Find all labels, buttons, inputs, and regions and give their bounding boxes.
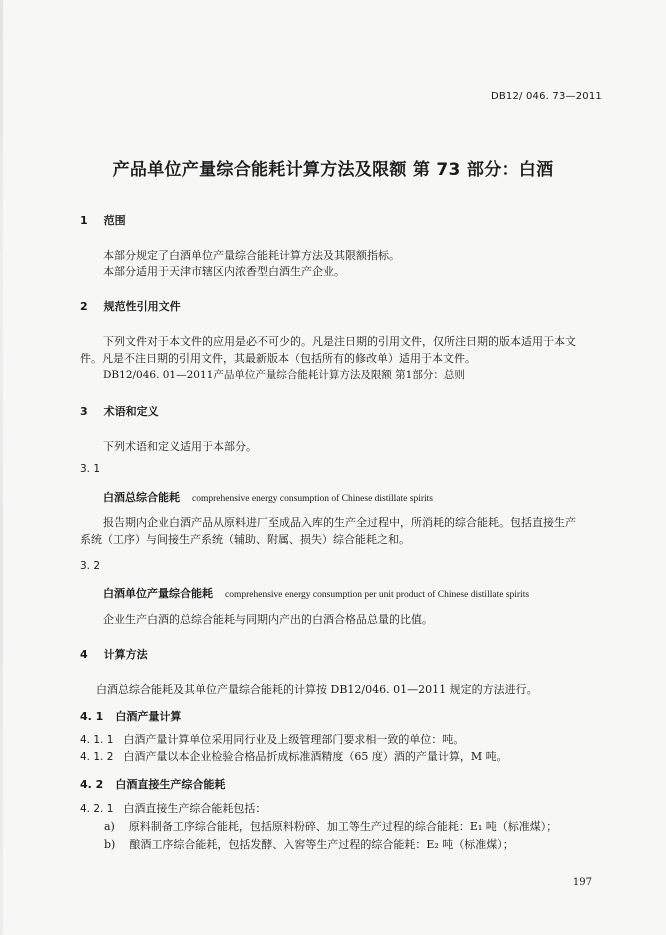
- list-text: 原料制备工序综合能耗，包括原料粉碎、加工等生产过程的综合能耗：E₁ 吨（标准煤）；: [128, 820, 558, 833]
- section-title: 范围: [103, 214, 126, 227]
- section-2-heading: [80, 298, 181, 314]
- reference-item: DB12/046. 01—2011产品单位产量综合能耗计算方法及限额 第1部分：总则: [103, 369, 465, 381]
- list-label: b): [104, 838, 116, 851]
- clause-item: [80, 800, 266, 816]
- section-number: 2: [80, 300, 88, 313]
- page-number: 197: [572, 877, 592, 888]
- list-label: a): [104, 820, 115, 833]
- clause-text: 白酒直接生产综合能耗包括：: [123, 802, 267, 815]
- term-english: comprehensive energy consumption of Chinese distillate spirits: [192, 494, 433, 504]
- section-number: 3: [80, 405, 88, 418]
- clause-number: 4. 2. 1: [80, 803, 114, 815]
- standard-code: DB12/ 046. 73—2011: [490, 91, 602, 102]
- clause-item: [80, 748, 508, 764]
- definition: 企业生产白酒的总综合能耗与同期内产出的白酒合格品总量的比值。: [103, 613, 433, 626]
- clause-text: 白酒产量计算单位采用同行业及上级管理部门要求相一致的单位：吨。: [123, 733, 465, 746]
- subsection-4-1-heading: [80, 708, 181, 724]
- section-1-heading: [80, 212, 126, 228]
- clause-item: [80, 731, 464, 747]
- section-title: 白酒直接生产综合能耗: [115, 778, 226, 791]
- section-number: 4. 1: [80, 710, 104, 723]
- clause-text: 白酒产量以本企业检验合格品折成标准酒精度（65 度）酒的产量计算，M 吨。: [123, 750, 508, 763]
- definition: 报告期内企业白酒产品从原料进厂至成品入库的生产全过程中，所消耗的综合能耗。包括直接生产: [103, 516, 576, 529]
- list-text: 酿酒工序综合能耗，包括发酵、入窖等生产过程的综合能耗：E₂ 吨（标准煤）；: [129, 838, 514, 851]
- section-number: 4: [80, 648, 88, 661]
- section-number: 4. 2: [80, 778, 104, 791]
- section-3-heading: [80, 403, 159, 419]
- paragraph: 白酒总综合能耗及其单位产量综合能耗的计算按 DB12/046. 01—2011 规定的方法进行。: [96, 683, 538, 696]
- paragraph: 下列文件对于本文件的应用是必不可少的。凡是注日期的引用文件，仅所注日期的版本适用于本文: [103, 335, 576, 348]
- term-number: 3. 1: [80, 463, 101, 475]
- term-chinese: 白酒单位产量综合能耗: [103, 587, 213, 600]
- list-item: [104, 836, 514, 852]
- term-chinese: 白酒总综合能耗: [103, 491, 180, 504]
- section-title: 规范性引用文件: [103, 300, 181, 313]
- subsection-4-2-heading: [80, 776, 225, 792]
- clause-number: 4. 1. 2: [80, 751, 114, 763]
- page-title: 产品单位产量综合能耗计算方法及限额 第 73 部分：白酒: [112, 160, 554, 180]
- term-number: 3. 2: [80, 560, 101, 572]
- paragraph: 件。凡是不注日期的引用文件，其最新版本（包括所有的修改单）适用于本文件。: [80, 352, 476, 365]
- term-entry: [103, 585, 529, 601]
- definition: 系统（工序）与间接生产系统（辅助、附属、损失）综合能耗之和。: [80, 533, 410, 546]
- scan-edge: [0, 0, 3, 935]
- list-item: [104, 818, 557, 834]
- section-number: 1: [80, 214, 88, 227]
- term-english: comprehensive energy consumption per unit product of Chinese distillate spirits: [225, 590, 530, 600]
- paragraph: 本部分规定了白酒单位产量综合能耗计算方法及其限额指标。: [103, 249, 400, 262]
- section-4-heading: [80, 646, 148, 662]
- paragraph: 下列术语和定义适用于本部分。: [103, 440, 257, 453]
- section-title: 术语和定义: [103, 405, 159, 418]
- section-title: 计算方法: [103, 648, 148, 661]
- clause-number: 4. 1. 1: [80, 734, 114, 746]
- paragraph: 本部分适用于天津市辖区内浓香型白酒生产企业。: [103, 265, 345, 278]
- term-entry: [103, 489, 433, 505]
- section-title: 白酒产量计算: [115, 710, 182, 723]
